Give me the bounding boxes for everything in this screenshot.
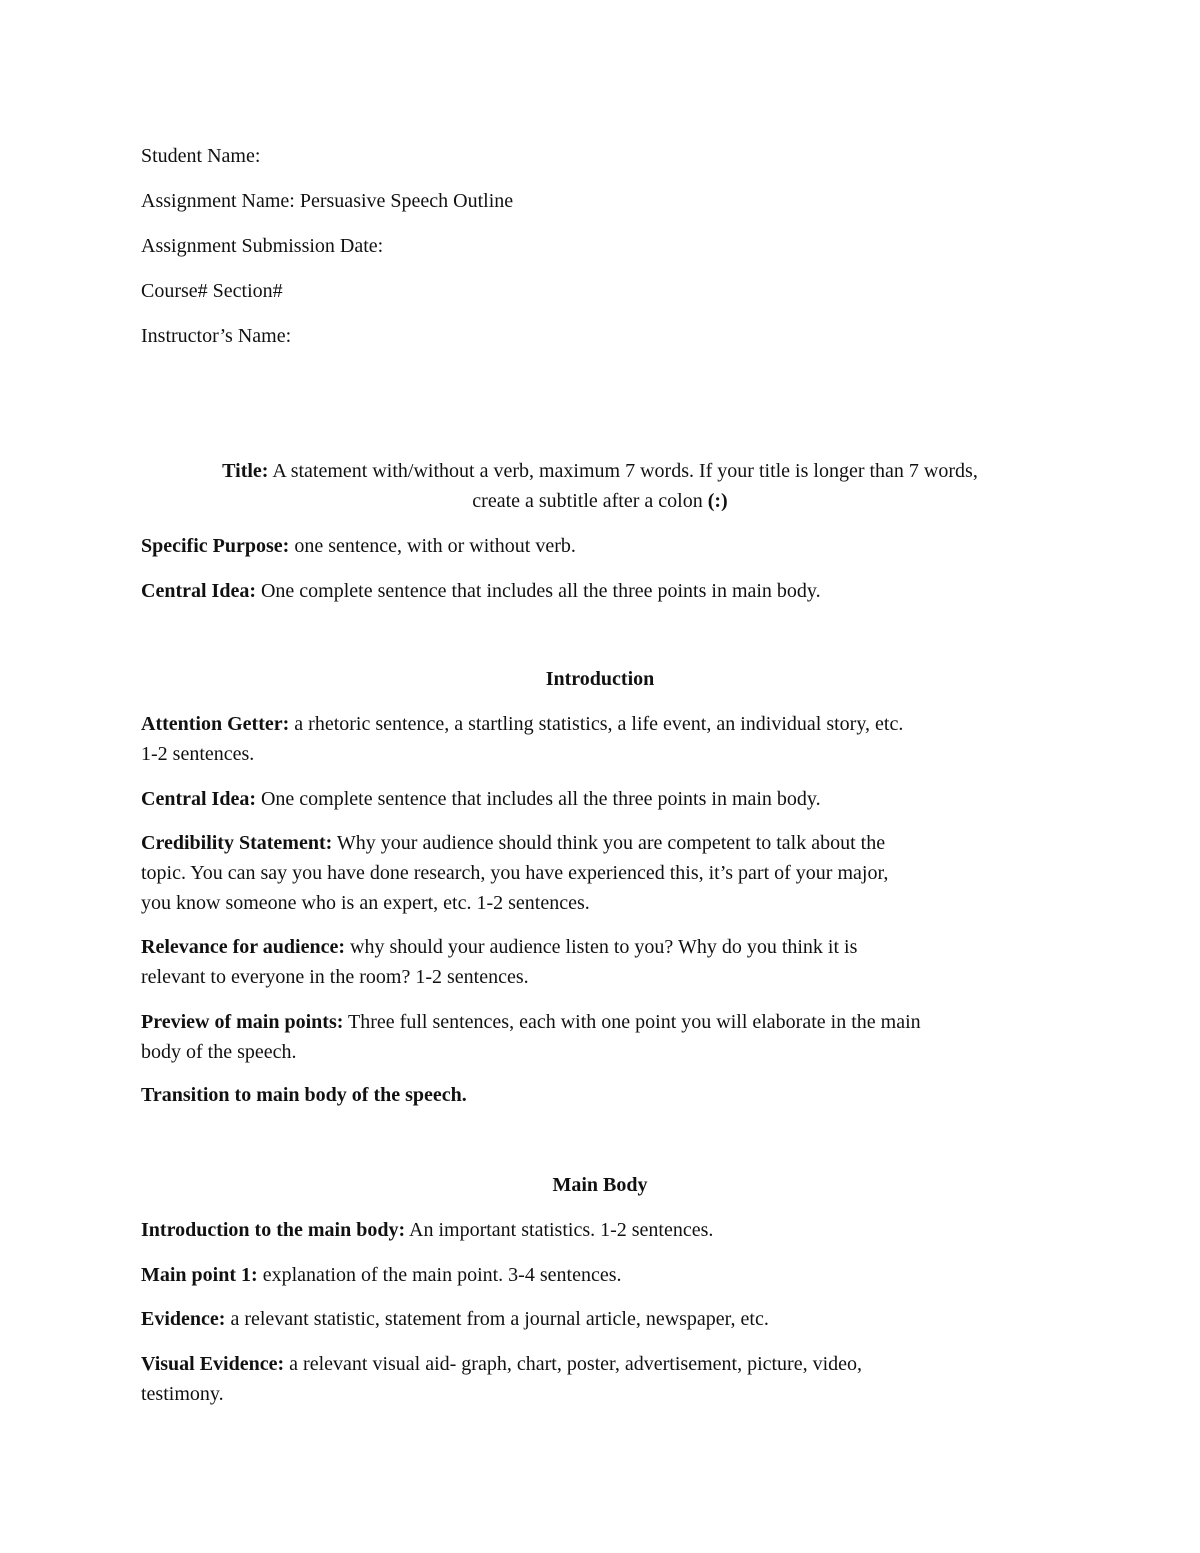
assignment-name-line: Assignment Name: Persuasive Speech Outline — [141, 190, 514, 212]
credibility-label: Credibility Statement: — [141, 832, 333, 854]
title-colon: (:) — [707, 490, 728, 512]
specific-purpose-text: one sentence, with or without verb. — [289, 535, 576, 557]
instructor-name-line: Instructor’s Name: — [141, 325, 292, 347]
introduction-heading-text: Introduction — [545, 668, 655, 690]
main-body-intro-text: An important statistics. 1-2 sentences. — [405, 1219, 714, 1241]
relevance-line-1 — [141, 932, 857, 962]
credibility-line-1 — [141, 828, 885, 858]
credibility-line-2: topic. You can say you have done research, you have experienced this, it’s part of your major, — [141, 862, 889, 884]
evidence-label: Evidence: — [141, 1308, 226, 1330]
title-text-2: create a subtitle after a colon — [472, 490, 708, 512]
main-body-heading — [0, 1170, 1200, 1200]
course-section-line: Course# Section# — [141, 280, 283, 302]
attention-getter-label: Attention Getter: — [141, 713, 290, 735]
relevance-line-2: relevant to everyone in the room? 1-2 sentences. — [141, 966, 529, 988]
preview-line-1 — [141, 1007, 921, 1037]
central-idea-top-label: Central Idea: — [141, 580, 256, 602]
preview-label: Preview of main points: — [141, 1011, 344, 1033]
main-body-intro-label: Introduction to the main body: — [141, 1219, 406, 1241]
transition-line — [141, 1080, 467, 1110]
submission-date-line: Assignment Submission Date: — [141, 235, 384, 257]
title-label: Title: — [222, 460, 269, 482]
evidence-line — [141, 1304, 769, 1334]
evidence-text: a relevant statistic, statement from a journal article, newspaper, etc. — [225, 1308, 769, 1330]
attention-getter-line-2: 1-2 sentences. — [141, 743, 255, 765]
visual-evidence-line-2: testimony. — [141, 1383, 224, 1405]
title-line-2 — [0, 486, 1200, 516]
visual-evidence-line-1 — [141, 1349, 862, 1379]
credibility-text-1: Why your audience should think you are competent to talk about the — [332, 832, 886, 854]
relevance-text-1: why should your audience listen to you? Why do you think it is — [345, 936, 858, 958]
title-line-1 — [0, 456, 1200, 486]
main-body-intro-line — [141, 1215, 713, 1245]
main-point-1-text: explanation of the main point. 3-4 sentences. — [257, 1264, 622, 1286]
transition-text: Transition to main body of the speech. — [141, 1084, 467, 1106]
central-idea-top-text: One complete sentence that includes all the three points in main body. — [255, 580, 821, 602]
specific-purpose-line — [141, 531, 576, 561]
preview-line-2: body of the speech. — [141, 1041, 297, 1063]
visual-evidence-label: Visual Evidence: — [141, 1353, 285, 1375]
introduction-heading — [0, 664, 1200, 694]
visual-evidence-text-1: a relevant visual aid- graph, chart, poster, advertisement, picture, video, — [284, 1353, 863, 1375]
main-body-heading-text: Main Body — [552, 1174, 648, 1196]
relevance-label: Relevance for audience: — [141, 936, 346, 958]
main-point-1-line — [141, 1260, 621, 1290]
attention-getter-line-1 — [141, 709, 903, 739]
main-point-1-label: Main point 1: — [141, 1264, 258, 1286]
central-idea-top-line — [141, 576, 821, 606]
preview-text-1: Three full sentences, each with one point you will elaborate in the main — [343, 1011, 921, 1033]
attention-getter-text-1: a rhetoric sentence, a startling statistics, a life event, an individual story, etc. — [289, 713, 904, 735]
specific-purpose-label: Specific Purpose: — [141, 535, 290, 557]
central-idea-label: Central Idea: — [141, 788, 256, 810]
student-name-line: Student Name: — [141, 145, 261, 167]
central-idea-text: One complete sentence that includes all the three points in main body. — [255, 788, 821, 810]
title-text-1: A statement with/without a verb, maximum 7 words. If your title is longer than 7 words, — [268, 460, 978, 482]
central-idea-line — [141, 784, 821, 814]
credibility-line-3: you know someone who is an expert, etc. 1-2 sentences. — [141, 892, 590, 914]
